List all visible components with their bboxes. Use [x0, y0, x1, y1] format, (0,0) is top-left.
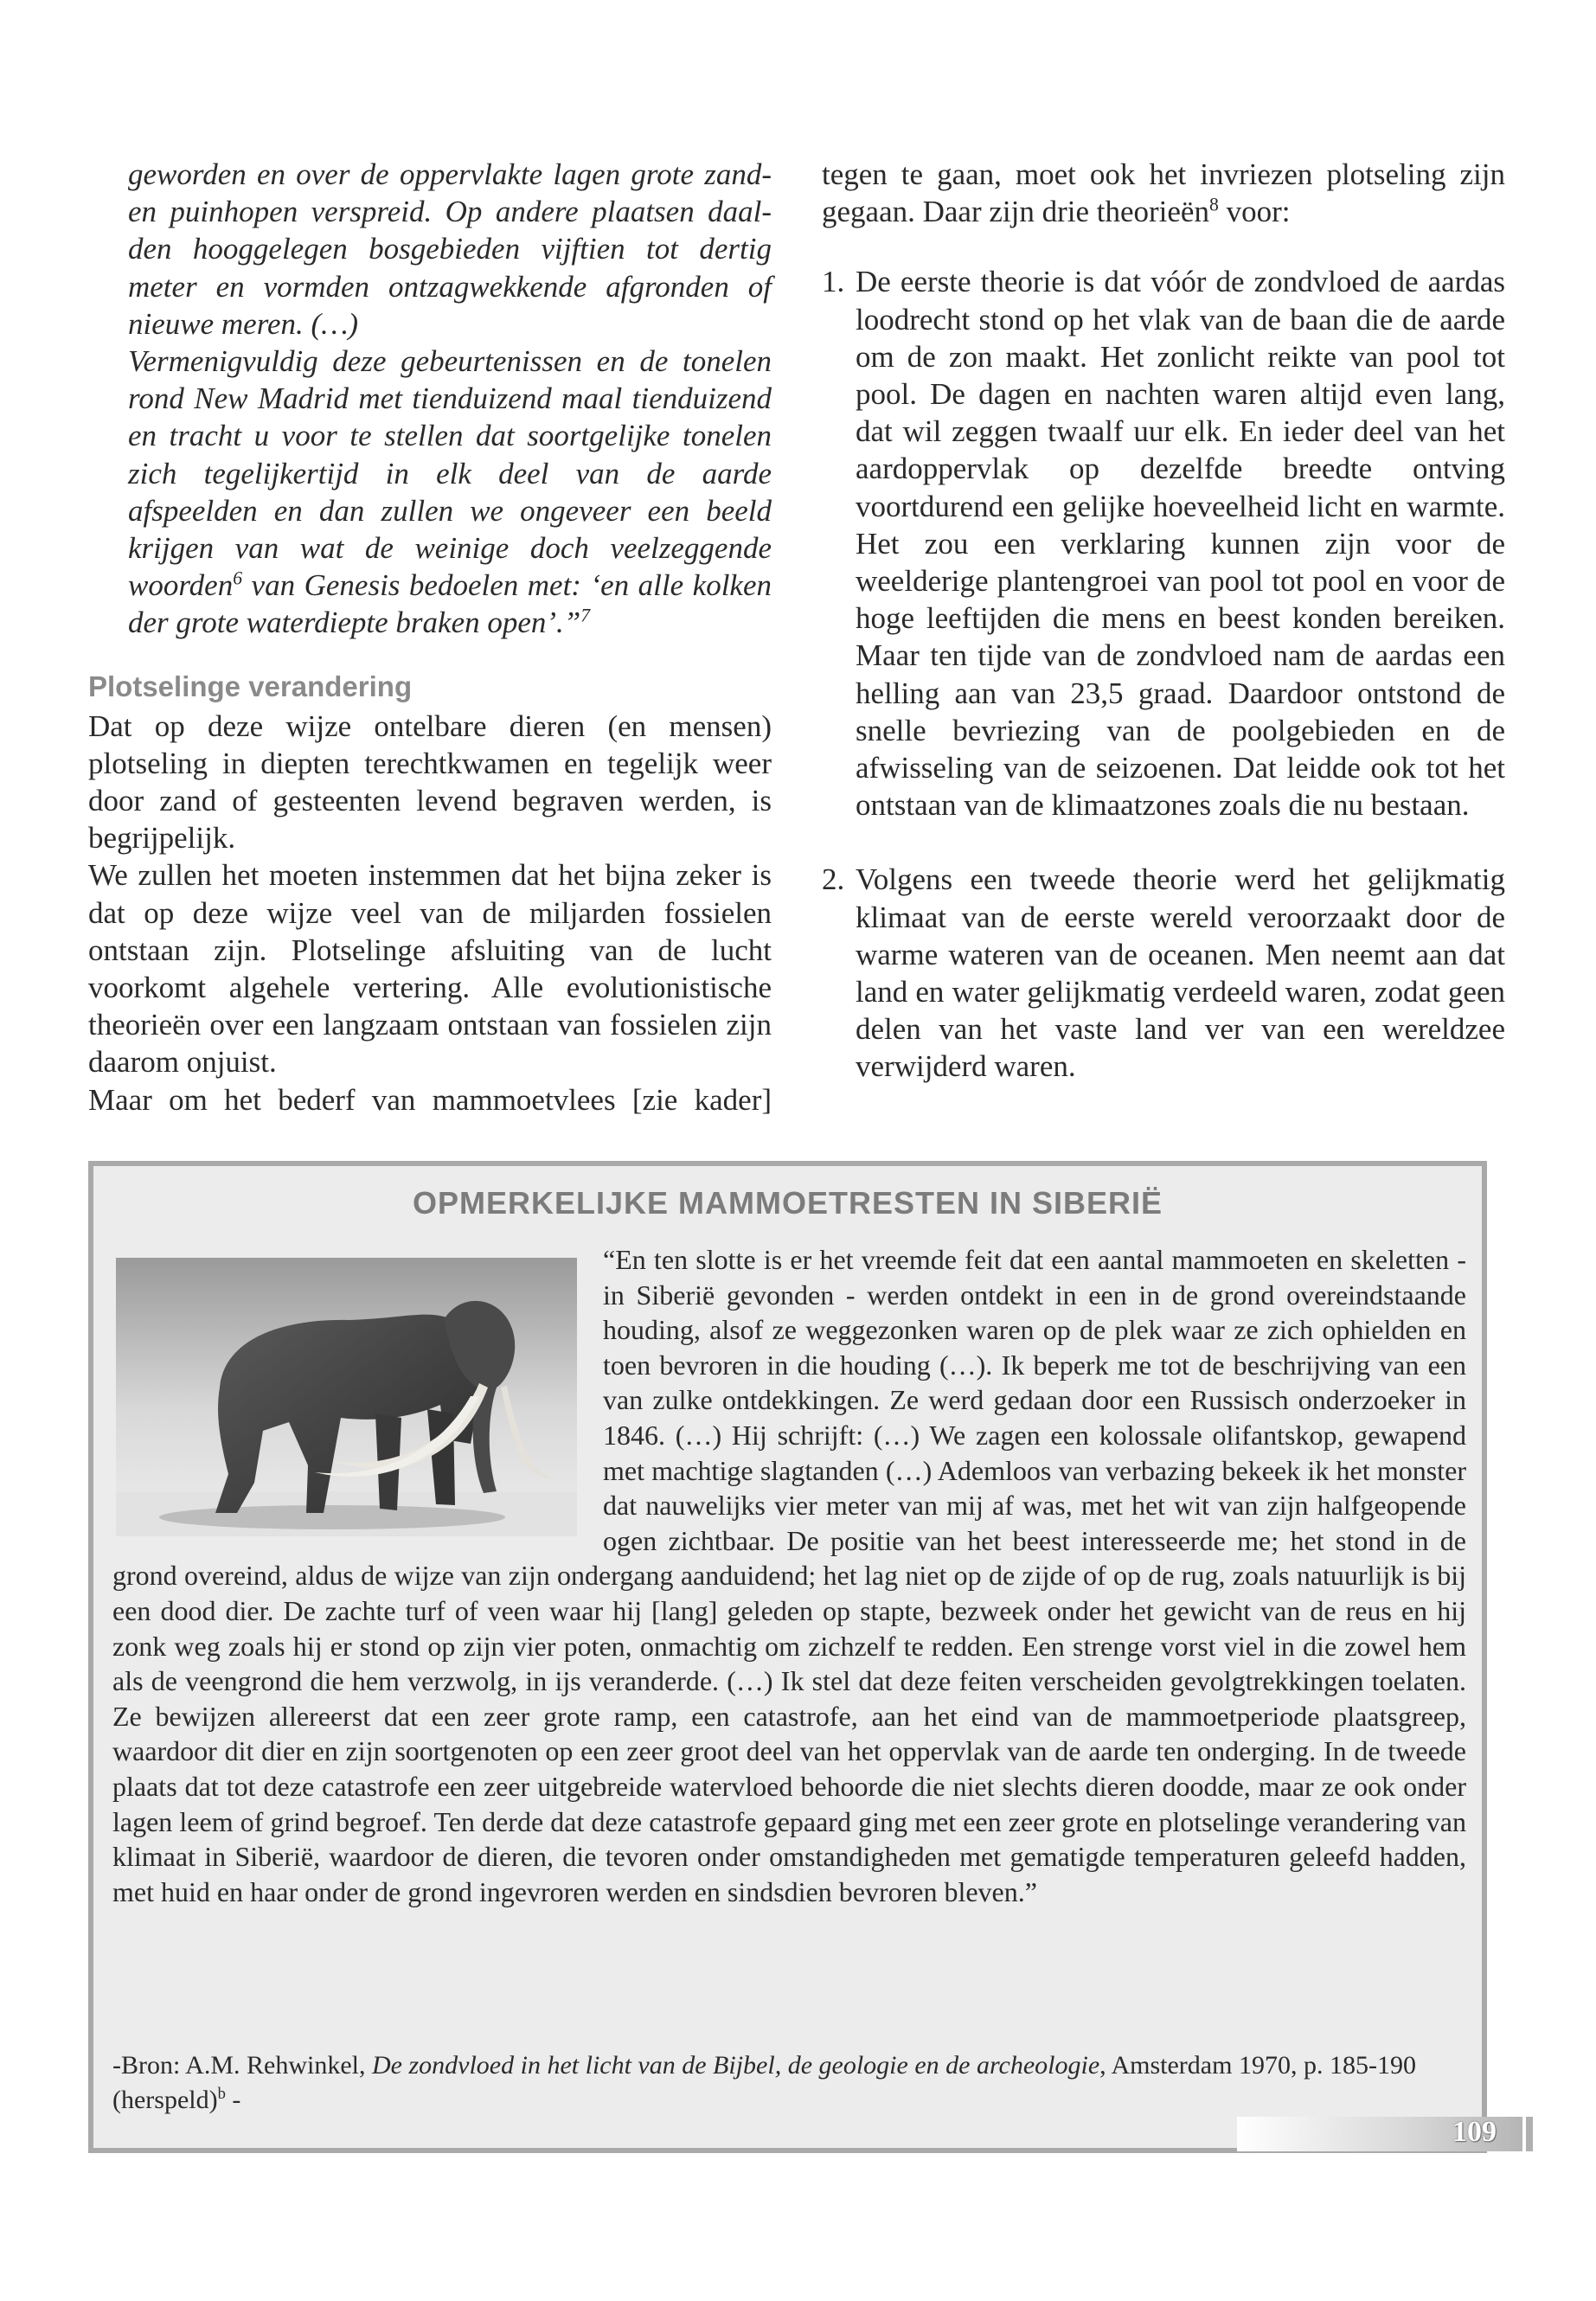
mammoth-illustration: [116, 1258, 577, 1536]
quote-block: [128, 156, 772, 642]
box-title: OPMERKELIJKE MAMMOETRESTEN IN SIBERIË: [412, 1185, 1163, 1221]
box-body: [112, 1242, 1466, 1909]
quote-text: Vermenigvuldig deze gebeurtenissen en de tonelen rond New Madrid met tienduizend maal tienduizend en tracht u voor te stellen dat soortgelijke tonelen zich tegelijkertijd in elk deel van de aarde afspeelden en dan zullen we ongeveer een beeld krijgen van wat de weinige doch veelzeggende woorden: [128, 344, 772, 603]
left-column: [88, 156, 772, 1118]
section-heading: Plotselinge verandering: [88, 670, 413, 702]
footnote-ref: 6: [233, 567, 243, 589]
source-end: -: [225, 2086, 241, 2114]
quote-line: geworden en over de oppervlakte lagen grote zand-: [128, 157, 772, 191]
footnote-ref: b: [217, 2085, 226, 2103]
list-item: [822, 263, 1505, 824]
list-text: Volgens een tweede theorie werd het gelijkmatig klimaat van de eerste wereld veroorzaakt door de warme wateren van de oceanen. Men neemt aan dat land en water gelijkmatig verdeeld waren, zodat geen delen van het vaste land ver van een wereldzee verwijderd waren.: [856, 862, 1505, 1084]
quote-line: en puinhopen verspreid. Op andere plaatsen daal-: [128, 195, 772, 229]
body-paragraph: Dat op deze wijze ontelbare dieren (en mensen) plotseling in diepten terechtkwamen en tegelijk weer door zand of gesteenten levend begraven werden, is begrijpelijk.: [88, 708, 772, 856]
source-citation: [112, 2048, 1466, 2118]
list-number: 1.: [822, 265, 845, 299]
footnote-ref: 8: [1208, 194, 1219, 215]
list-item: [822, 861, 1505, 1085]
page-bar-end: [1526, 2117, 1533, 2151]
quote-line: den hooggelegen bosgebieden vijftien tot dertig: [128, 232, 772, 266]
source-prefix: -Bron: A.M. Rehwinkel,: [112, 2051, 372, 2080]
source-title: De zondvloed in het licht van de Bijbel, de geologie en de archeologie: [372, 2051, 1100, 2080]
source-suffix: , Amsterdam 1970, p. 185-190 (herspeld): [112, 2051, 1416, 2114]
intro-text: voor:: [1218, 195, 1291, 229]
quote-line: meter en vormden ontzagwekkende afgronden of: [128, 269, 772, 304]
footnote-ref: 7: [580, 605, 591, 626]
list-number: 2.: [822, 862, 845, 897]
body-paragraph: Maar om het bederf van mammoetvlees [zie kader]: [88, 1082, 772, 1117]
body-paragraph: We zullen het moeten instemmen dat het bijna zeker is dat op deze wijze veel van de miljarden fossielen ontstaan zijn. Plotselinge afsluiting van de lucht voorkomt algehele vertering. Alle evolutionistische theorieën over een langzaam ontstaan van fossielen zijn daarom onjuist.: [88, 858, 772, 1080]
quote-paragraph: [128, 343, 772, 642]
sidebar-box: [88, 1161, 1487, 2153]
page-number: 109: [1452, 2116, 1497, 2148]
right-column: [822, 156, 1505, 1123]
intro-text: tegen te gaan, moet ook het invriezen plotseling zijn gegaan. Daar zijn drie theorieën: [822, 157, 1505, 229]
box-quote: “En ten slotte is er het vreemde feit dat een aantal mammoeten en skeletten - in Siberië gevonden - werden ontdekt in een in de grond overeindstaande houding, alsof ze weggezonken waren op de plek waar ze zich ophielden en toen bevroren in die houding (…). Ik beperk me tot de beschrijving van een van zulke ontdekkingen. Ze werd gedaan door een Russisch onderzoeker in 1846. (…) Hij schrijft: (…) We zagen een kolossale olifantskop, gewapend met machtige slagtanden (…) Ademloos van verbazing bekeek ik het monster dat nauwelijks vier meter van mij af was, met het wit van zijn halfgeopende ogen zichtbaar. De positie van het beest interesseerde me; het stond in de grond overeind, aldus de wijze van zijn ondergang aanduidend; het lag niet op de zijde of op de rug, zoals natuurlijk is bij een dood dier. De zachte turf of veen waar hij [lang] geleden op stapte, bezweek onder het gewicht van de reus en hij zonk weg zoals hij er stond op zijn vier poten, onmachtig om zichzelf te redden. Een strenge vorst viel in die zowel hem als de veengrond die hem verzwolg, in ijs veranderde. (…) Ik stel dat deze feiten verscheiden gevolgtrekkingen toelaten. Ze bewijzen allereerst dat een zeer grote ramp, een catastrofe, aan het eind van de mammoetperiode plaatsgreep, waardoor dit dier en zijn soortgenoten op een zeer groot deel van het oppervlak van de aarde ten onderging. In de tweede plaats dat tot deze catastrofe een zeer uitgebreide watervloed behoorde die niet slechts dieren doodde, maar ze ook onder lagen leem of grind begroef. Ten derde dat deze catastrofe gepaard ging met een zeer grote en plotselinge verandering van klimaat in Siberië, waardoor de dieren, die tevoren onder omstandigheden met gematigde temperaturen geleefd hadden, met huid en haar onder de grond ingevroren werden en sindsdien bevroren bleven.”: [112, 1244, 1466, 1907]
quote-line: nieuwe meren. (…): [128, 306, 358, 341]
list-text: De eerste theorie is dat vóór de zondvloed de aardas loodrecht stond op het vlak van de baan die de aarde om de zon maakt. Het zonlicht reikte van pool tot pool. De dagen en nachten waren altijd even lang, dat wil zeggen twaalf uur elk. En ieder deel van het aardoppervlak op dezelfde breedte ontving voortdurend een gelijke hoeveelheid licht en warmte. Het zou een verklaring kunnen zijn voor de weelderige plantengroei van pool tot pool en voor de hoge leeftijden die mens en beest konden bereiken. Maar ten tijde van de zondvloed nam de aardas een helling aan van 23,5 graad. Daardoor ontstond de snelle bevriezing van de poolgebieden en de afwisseling van de seizoenen. Dat leidde ook tot het ontstaan van de klimaatzones zoals die nu bestaan.: [856, 265, 1505, 823]
theory-list: [822, 263, 1505, 1085]
intro-paragraph: [822, 156, 1505, 230]
quote-text: van Genesis bedoelen met: ‘en alle kolken der grote waterdiepte braken open’.”: [128, 568, 772, 640]
